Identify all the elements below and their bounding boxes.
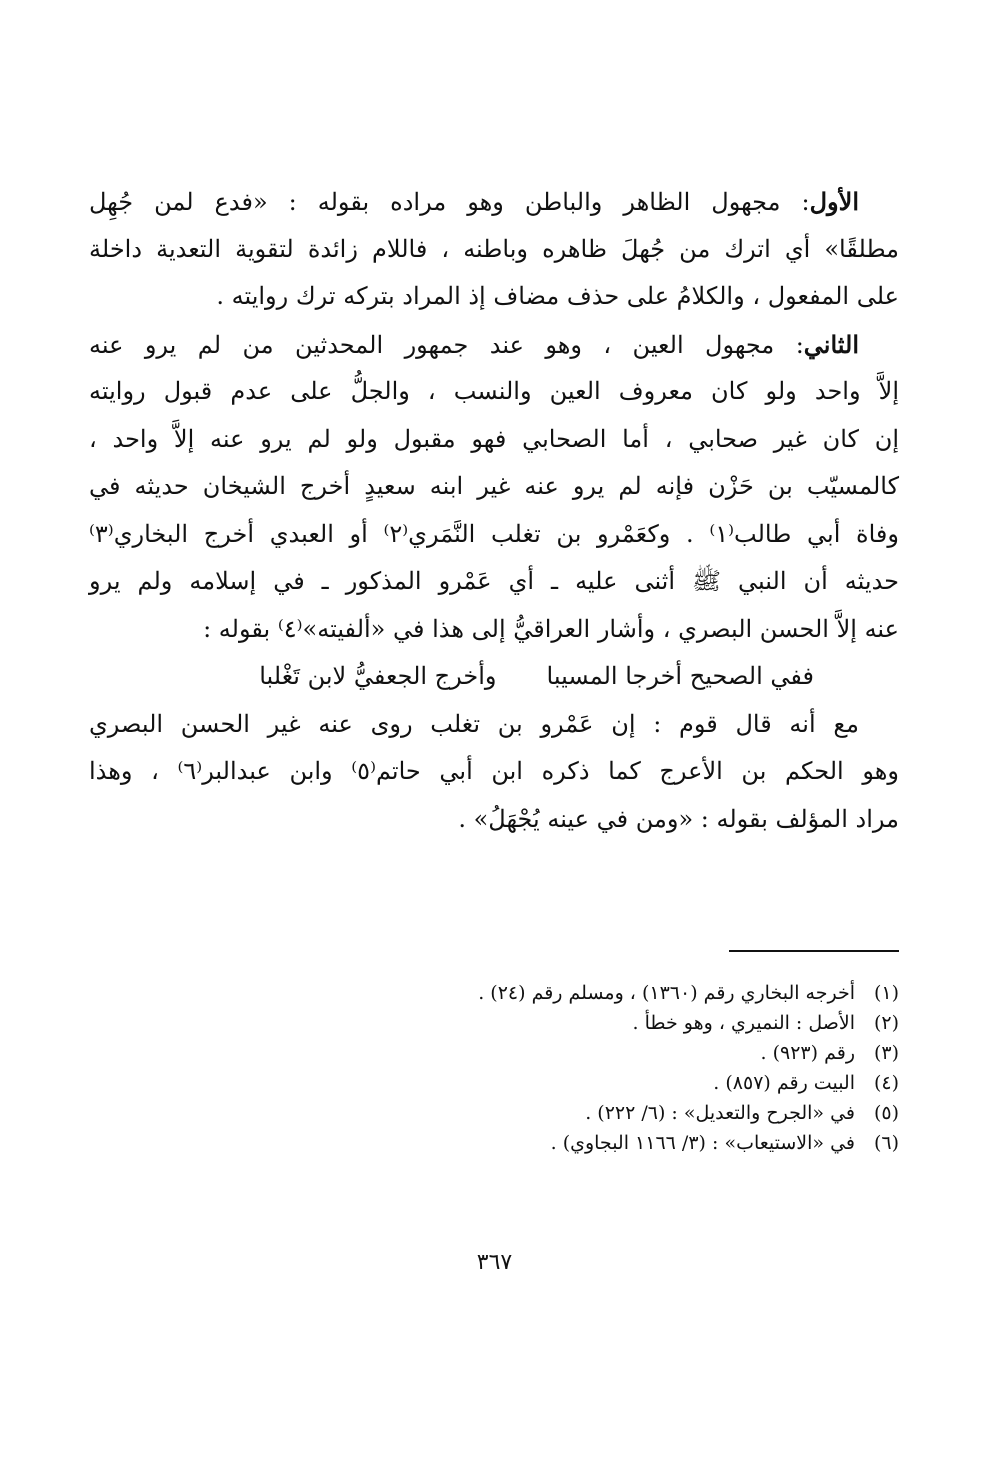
text-line (89, 796, 899, 844)
paragraph-lead: الثاني (803, 329, 859, 359)
footnote-text: في «الاستيعاب» : (٣/ ١١٦٦ البجاوي) . (550, 1132, 855, 1154)
footnote-number: (٢) (873, 1012, 899, 1034)
footnote-separator (729, 950, 899, 952)
line-text: وهو الحكم بن الأعرج كما ذكره ابن أبي حاتم⁽٥⁾ وابن عبدالبر⁽٦⁾ ، وهذا (89, 757, 899, 785)
text-line (89, 463, 899, 511)
line-text: حديثه أن النبي ﷺ أثنى عليه ـ أي عَمْرو المذكور ـ في إسلامه ولم يرو (89, 567, 899, 595)
text-line (89, 321, 899, 369)
verse-second-hemistich: وأخرج الجعفيُّ لابن تَغْلبا (259, 662, 497, 690)
text-line (89, 701, 899, 749)
footnote-number: (٣) (873, 1042, 899, 1064)
line-text: وفاة أبي طالب⁽١⁾ . وكعَمْرو بن تغلب النَّمَري⁽٢⁾ أو العبدي أخرج البخاري⁽٣⁾ (89, 519, 899, 548)
text-line (89, 748, 899, 796)
footnote-text: البيت رقم (٨٥٧) . (713, 1072, 855, 1094)
text-line (89, 606, 899, 654)
footnote-number: (٥) (873, 1102, 899, 1124)
footnote-number: (٦) (873, 1132, 899, 1154)
line-text: إن كان غير صحابي ، أما الصحابي فهو مقبول ولو لم يرو عنه إلاَّ واحد ، (89, 424, 899, 453)
line-text: : مجهول العين ، وهو عند جمهور المحدثين من لم يرو عنه (89, 330, 804, 359)
main-text (89, 178, 899, 843)
poem-verse (89, 653, 899, 701)
paragraph-lead: الأول (809, 187, 859, 216)
footnote-text: في «الجرح والتعديل» : (٦/ ٢٢٢) . (585, 1102, 855, 1124)
footnote-item (199, 1098, 899, 1128)
page-number: ٣٦٧ (476, 1250, 513, 1275)
footnotes (199, 978, 899, 1158)
footnote-item (199, 1128, 899, 1158)
text-line (89, 416, 899, 464)
line-text: كالمسيّب بن حَزْن فإنه لم يرو عنه غير ابنه سعيدٍ أخرج الشيخان حديثه في (89, 472, 899, 500)
footnote-item (199, 1008, 899, 1038)
text-line (89, 511, 899, 559)
footnote-text: الأصل : النميري ، وهو خطأ . (632, 1012, 855, 1034)
line-text: مراد المؤلف بقوله : «ومن في عينه يُجْهَلُ» . (458, 804, 899, 833)
text-line (89, 178, 899, 226)
footnote-text: رقم (٩٢٣) . (760, 1042, 855, 1064)
text-line (89, 368, 899, 416)
footnote-item (199, 978, 899, 1008)
footnote-item (199, 1068, 899, 1098)
line-text: إلاَّ واحد ولو كان معروف العين والنسب ، والجلُّ على عدم قبول روايته (89, 377, 899, 405)
text-line (89, 273, 899, 321)
footnote-number: (٤) (873, 1072, 899, 1094)
text-line (89, 226, 899, 274)
line-text: مع أنه قال قوم : إن عَمْرو بن تغلب روى عنه غير الحسن البصري (89, 709, 859, 738)
footnote-text: أخرجه البخاري رقم (١٣٦٠) ، ومسلم رقم (٢٤) . (478, 982, 855, 1004)
line-text: : مجهول الظاهر والباطن وهو مراده بقوله : «فدع لمن جُهِل (89, 188, 810, 216)
line-text: عنه إلاَّ الحسن البصري ، وأشار العراقيُّ إلى هذا في «ألفيته»⁽٤⁾ بقوله : (203, 614, 899, 643)
line-text: مطلقًا» أي اترك من جُهلَ ظاهره وباطنه ، فاللام زائدة لتقوية التعدية داخلة (89, 234, 899, 263)
footnote-item (199, 1038, 899, 1068)
footnote-number: (١) (873, 982, 899, 1004)
text-line (89, 558, 899, 606)
line-text: على المفعول ، والكلامُ على حذف مضاف إذ المراد بتركه ترك روايته . (216, 282, 899, 310)
verse-first-hemistich: ففي الصحيح أخرجا المسيبا (546, 662, 814, 690)
